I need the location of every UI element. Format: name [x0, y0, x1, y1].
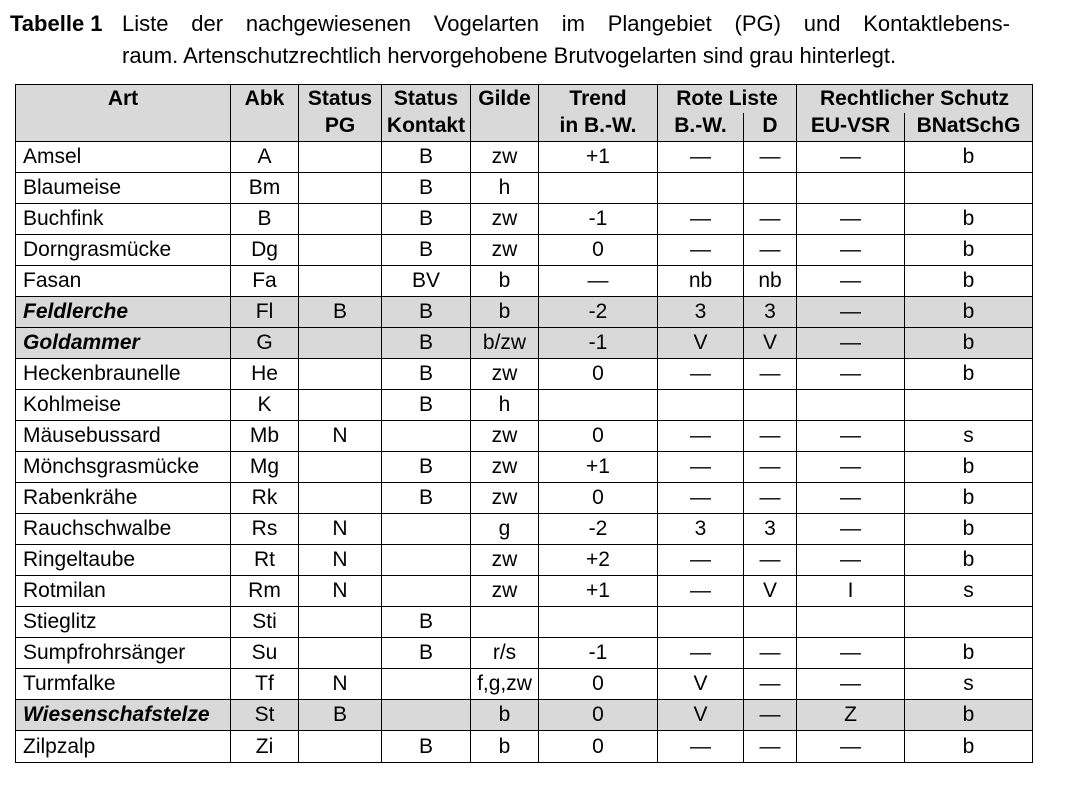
table-row [16, 266, 1033, 297]
cell-eu-vsr: — [797, 204, 905, 235]
table-row [16, 390, 1033, 421]
cell-bnatschg: b [905, 731, 1033, 763]
cell-art: Fasan [16, 266, 231, 297]
header-trend-sub: in B.-W. [539, 113, 658, 142]
cell-status-kontakt: B [382, 359, 471, 390]
cell-status-pg: N [299, 576, 382, 607]
cell-rote-liste-bw: — [658, 638, 744, 669]
cell-art: Rauchschwalbe [16, 514, 231, 545]
cell-art: Goldammer [16, 328, 231, 359]
cell-rote-liste-d: — [744, 700, 797, 731]
cell-rote-liste-d: — [744, 235, 797, 266]
header-abk-cont [231, 113, 299, 142]
cell-eu-vsr: — [797, 266, 905, 297]
table-row [16, 545, 1033, 576]
cell-status-kontakt: B [382, 390, 471, 421]
cell-trend: — [539, 266, 658, 297]
cell-eu-vsr: — [797, 452, 905, 483]
header-gilde: Gilde [471, 85, 539, 114]
cell-trend: +1 [539, 576, 658, 607]
cell-trend: 0 [539, 421, 658, 452]
cell-art: Heckenbraunelle [16, 359, 231, 390]
cell-gilde: b/zw [471, 328, 539, 359]
table-row [16, 235, 1033, 266]
cell-trend: 0 [539, 359, 658, 390]
cell-eu-vsr: I [797, 576, 905, 607]
cell-art: Mönchsgrasmücke [16, 452, 231, 483]
cell-art: Wiesenschafstelze [16, 700, 231, 731]
cell-rote-liste-d [744, 607, 797, 638]
cell-status-pg: N [299, 514, 382, 545]
cell-status-kontakt: B [382, 235, 471, 266]
cell-eu-vsr [797, 390, 905, 421]
cell-eu-vsr: — [797, 142, 905, 173]
cell-bnatschg: s [905, 669, 1033, 700]
cell-abk: Mg [231, 452, 299, 483]
cell-abk: B [231, 204, 299, 235]
cell-eu-vsr: — [797, 235, 905, 266]
cell-rote-liste-d: — [744, 731, 797, 763]
cell-rote-liste-bw: V [658, 328, 744, 359]
cell-status-kontakt [382, 514, 471, 545]
cell-bnatschg: b [905, 142, 1033, 173]
cell-gilde: zw [471, 545, 539, 576]
cell-trend: -2 [539, 297, 658, 328]
cell-bnatschg: s [905, 576, 1033, 607]
cell-gilde: f,g,zw [471, 669, 539, 700]
cell-status-pg [299, 142, 382, 173]
caption-text-line-1: Liste der nachgewiesenen Vogelarten im Plangebiet (PG) und Kontaktlebens- [122, 11, 1010, 36]
table-row [16, 638, 1033, 669]
cell-rote-liste-bw: — [658, 142, 744, 173]
cell-eu-vsr: — [797, 638, 905, 669]
cell-rote-liste-bw: — [658, 483, 744, 514]
bird-species-table [15, 84, 1033, 763]
table-row [16, 452, 1033, 483]
cell-eu-vsr: — [797, 359, 905, 390]
cell-trend: -1 [539, 328, 658, 359]
cell-abk: Dg [231, 235, 299, 266]
cell-trend: 0 [539, 483, 658, 514]
cell-art: Rotmilan [16, 576, 231, 607]
cell-trend [539, 390, 658, 421]
table-row [16, 607, 1033, 638]
table-row [16, 142, 1033, 173]
cell-status-pg [299, 359, 382, 390]
cell-gilde: zw [471, 576, 539, 607]
cell-bnatschg [905, 390, 1033, 421]
cell-status-kontakt: BV [382, 266, 471, 297]
cell-status-pg [299, 731, 382, 763]
cell-abk: St [231, 700, 299, 731]
cell-eu-vsr: Z [797, 700, 905, 731]
cell-art: Stieglitz [16, 607, 231, 638]
cell-bnatschg: b [905, 328, 1033, 359]
cell-status-kontakt [382, 700, 471, 731]
cell-bnatschg: s [905, 421, 1033, 452]
cell-bnatschg: b [905, 266, 1033, 297]
header-art-cont [16, 113, 231, 142]
cell-status-pg [299, 328, 382, 359]
cell-gilde: zw [471, 421, 539, 452]
cell-trend: 0 [539, 700, 658, 731]
cell-rote-liste-d: 3 [744, 514, 797, 545]
cell-trend: +2 [539, 545, 658, 576]
cell-eu-vsr [797, 173, 905, 204]
table-header [16, 85, 1033, 142]
cell-bnatschg [905, 607, 1033, 638]
cell-bnatschg: b [905, 514, 1033, 545]
cell-abk: He [231, 359, 299, 390]
cell-bnatschg: b [905, 204, 1033, 235]
cell-status-kontakt: B [382, 328, 471, 359]
cell-abk: Sti [231, 607, 299, 638]
cell-eu-vsr: — [797, 421, 905, 452]
cell-rote-liste-bw: V [658, 669, 744, 700]
cell-bnatschg: b [905, 359, 1033, 390]
cell-rote-liste-bw: — [658, 545, 744, 576]
cell-trend [539, 173, 658, 204]
caption-label: Tabelle 1 [10, 11, 103, 36]
cell-status-pg: B [299, 297, 382, 328]
cell-status-pg [299, 607, 382, 638]
cell-abk: Fl [231, 297, 299, 328]
cell-bnatschg: b [905, 297, 1033, 328]
header-bnatschg: BNatSchG [905, 113, 1033, 142]
header-rechtlicher-schutz: Rechtlicher Schutz [797, 85, 1033, 114]
cell-rote-liste-d: — [744, 483, 797, 514]
cell-status-pg: N [299, 669, 382, 700]
cell-abk: Bm [231, 173, 299, 204]
cell-abk: Rs [231, 514, 299, 545]
cell-rote-liste-bw: 3 [658, 514, 744, 545]
cell-status-pg: B [299, 700, 382, 731]
cell-art: Turmfalke [16, 669, 231, 700]
table-row [16, 731, 1033, 763]
cell-rote-liste-d: — [744, 204, 797, 235]
cell-status-pg [299, 204, 382, 235]
cell-rote-liste-d: — [744, 669, 797, 700]
cell-abk: Fa [231, 266, 299, 297]
cell-status-kontakt [382, 669, 471, 700]
header-status-pg-sub: PG [299, 113, 382, 142]
cell-rote-liste-d [744, 390, 797, 421]
header-art: Art [16, 85, 231, 114]
header-status-pg: Status [299, 85, 382, 114]
table-row [16, 328, 1033, 359]
cell-abk: K [231, 390, 299, 421]
cell-rote-liste-d: V [744, 328, 797, 359]
cell-rote-liste-bw: — [658, 576, 744, 607]
cell-art: Amsel [16, 142, 231, 173]
header-gilde-cont [471, 113, 539, 142]
cell-trend: 0 [539, 731, 658, 763]
cell-trend: -1 [539, 204, 658, 235]
cell-gilde: r/s [471, 638, 539, 669]
cell-abk: Rk [231, 483, 299, 514]
cell-rote-liste-bw [658, 173, 744, 204]
cell-rote-liste-bw: — [658, 731, 744, 763]
cell-bnatschg: b [905, 545, 1033, 576]
cell-abk: Rm [231, 576, 299, 607]
cell-status-pg [299, 235, 382, 266]
header-rl-bw: B.-W. [658, 113, 744, 142]
cell-rote-liste-d: — [744, 359, 797, 390]
cell-abk: Su [231, 638, 299, 669]
cell-eu-vsr: — [797, 297, 905, 328]
cell-eu-vsr: — [797, 731, 905, 763]
cell-art: Zilpzalp [16, 731, 231, 763]
table-row [16, 359, 1033, 390]
cell-trend: 0 [539, 235, 658, 266]
cell-eu-vsr: — [797, 514, 905, 545]
cell-status-pg [299, 266, 382, 297]
cell-art: Buchfink [16, 204, 231, 235]
header-status-kontakt: Status [382, 85, 471, 114]
cell-status-kontakt: B [382, 638, 471, 669]
cell-gilde: zw [471, 359, 539, 390]
cell-status-pg [299, 390, 382, 421]
cell-rote-liste-bw: nb [658, 266, 744, 297]
cell-bnatschg: b [905, 235, 1033, 266]
cell-trend: 0 [539, 669, 658, 700]
cell-status-pg: N [299, 545, 382, 576]
cell-rote-liste-d: — [744, 421, 797, 452]
cell-eu-vsr [797, 607, 905, 638]
cell-trend: +1 [539, 142, 658, 173]
cell-status-kontakt: B [382, 452, 471, 483]
cell-gilde: b [471, 266, 539, 297]
cell-eu-vsr: — [797, 328, 905, 359]
table-row [16, 173, 1033, 204]
header-rote-liste: Rote Liste [658, 85, 797, 114]
cell-status-pg: N [299, 421, 382, 452]
cell-bnatschg: b [905, 483, 1033, 514]
cell-bnatschg [905, 173, 1033, 204]
cell-status-kontakt: B [382, 607, 471, 638]
table-row [16, 514, 1033, 545]
table-row [16, 204, 1033, 235]
cell-status-kontakt: B [382, 483, 471, 514]
cell-status-pg [299, 173, 382, 204]
cell-art: Blaumeise [16, 173, 231, 204]
cell-abk: Tf [231, 669, 299, 700]
cell-status-kontakt [382, 421, 471, 452]
cell-rote-liste-bw [658, 607, 744, 638]
cell-gilde: b [471, 731, 539, 763]
cell-gilde: h [471, 173, 539, 204]
cell-rote-liste-d: — [744, 142, 797, 173]
cell-art: Rabenkrähe [16, 483, 231, 514]
cell-abk: A [231, 142, 299, 173]
cell-status-kontakt [382, 576, 471, 607]
cell-trend: -2 [539, 514, 658, 545]
cell-gilde: b [471, 700, 539, 731]
cell-status-kontakt: B [382, 297, 471, 328]
table-row [16, 700, 1033, 731]
cell-status-kontakt: B [382, 142, 471, 173]
cell-rote-liste-bw: — [658, 359, 744, 390]
cell-status-kontakt: B [382, 173, 471, 204]
cell-status-pg [299, 638, 382, 669]
caption-line-1 [10, 8, 1010, 40]
cell-rote-liste-bw: — [658, 204, 744, 235]
table-row [16, 483, 1033, 514]
cell-abk: Mb [231, 421, 299, 452]
cell-rote-liste-d: 3 [744, 297, 797, 328]
table-body [16, 142, 1033, 763]
cell-bnatschg: b [905, 638, 1033, 669]
table-row [16, 576, 1033, 607]
header-rl-d: D [744, 113, 797, 142]
table-row [16, 297, 1033, 328]
cell-gilde: zw [471, 204, 539, 235]
cell-bnatschg: b [905, 700, 1033, 731]
cell-rote-liste-d [744, 173, 797, 204]
cell-art: Mäusebussard [16, 421, 231, 452]
cell-rote-liste-d: V [744, 576, 797, 607]
cell-status-pg [299, 483, 382, 514]
caption-line-2: raum. Artenschutzrechtlich hervorgehobene Brutvogelarten sind grau hinterlegt. [122, 43, 897, 68]
cell-art: Feldlerche [16, 297, 231, 328]
cell-rote-liste-bw: — [658, 421, 744, 452]
table-caption [10, 8, 1055, 72]
cell-art: Sumpfrohrsänger [16, 638, 231, 669]
cell-gilde: h [471, 390, 539, 421]
cell-gilde: g [471, 514, 539, 545]
cell-abk: Rt [231, 545, 299, 576]
cell-rote-liste-d: — [744, 638, 797, 669]
table-row [16, 669, 1033, 700]
cell-status-kontakt [382, 545, 471, 576]
cell-rote-liste-d: — [744, 545, 797, 576]
cell-status-kontakt: B [382, 731, 471, 763]
cell-gilde [471, 607, 539, 638]
cell-rote-liste-d: — [744, 452, 797, 483]
header-eu-vsr: EU-VSR [797, 113, 905, 142]
cell-rote-liste-bw: 3 [658, 297, 744, 328]
cell-trend [539, 607, 658, 638]
cell-rote-liste-bw [658, 390, 744, 421]
header-status-kontakt-sub: Kontakt [382, 113, 471, 142]
cell-abk: G [231, 328, 299, 359]
cell-eu-vsr: — [797, 669, 905, 700]
cell-rote-liste-bw: — [658, 452, 744, 483]
table-row [16, 421, 1033, 452]
cell-gilde: zw [471, 142, 539, 173]
cell-status-pg [299, 452, 382, 483]
cell-gilde: zw [471, 235, 539, 266]
cell-gilde: zw [471, 452, 539, 483]
cell-rote-liste-d: nb [744, 266, 797, 297]
cell-rote-liste-bw: V [658, 700, 744, 731]
cell-gilde: zw [471, 483, 539, 514]
cell-abk: Zi [231, 731, 299, 763]
header-trend: Trend [539, 85, 658, 114]
cell-art: Kohlmeise [16, 390, 231, 421]
cell-rote-liste-bw: — [658, 235, 744, 266]
cell-art: Ringeltaube [16, 545, 231, 576]
cell-gilde: b [471, 297, 539, 328]
cell-status-kontakt: B [382, 204, 471, 235]
cell-trend: +1 [539, 452, 658, 483]
cell-eu-vsr: — [797, 483, 905, 514]
cell-art: Dorngrasmücke [16, 235, 231, 266]
header-abk: Abk [231, 85, 299, 114]
cell-trend: -1 [539, 638, 658, 669]
cell-bnatschg: b [905, 452, 1033, 483]
cell-eu-vsr: — [797, 545, 905, 576]
